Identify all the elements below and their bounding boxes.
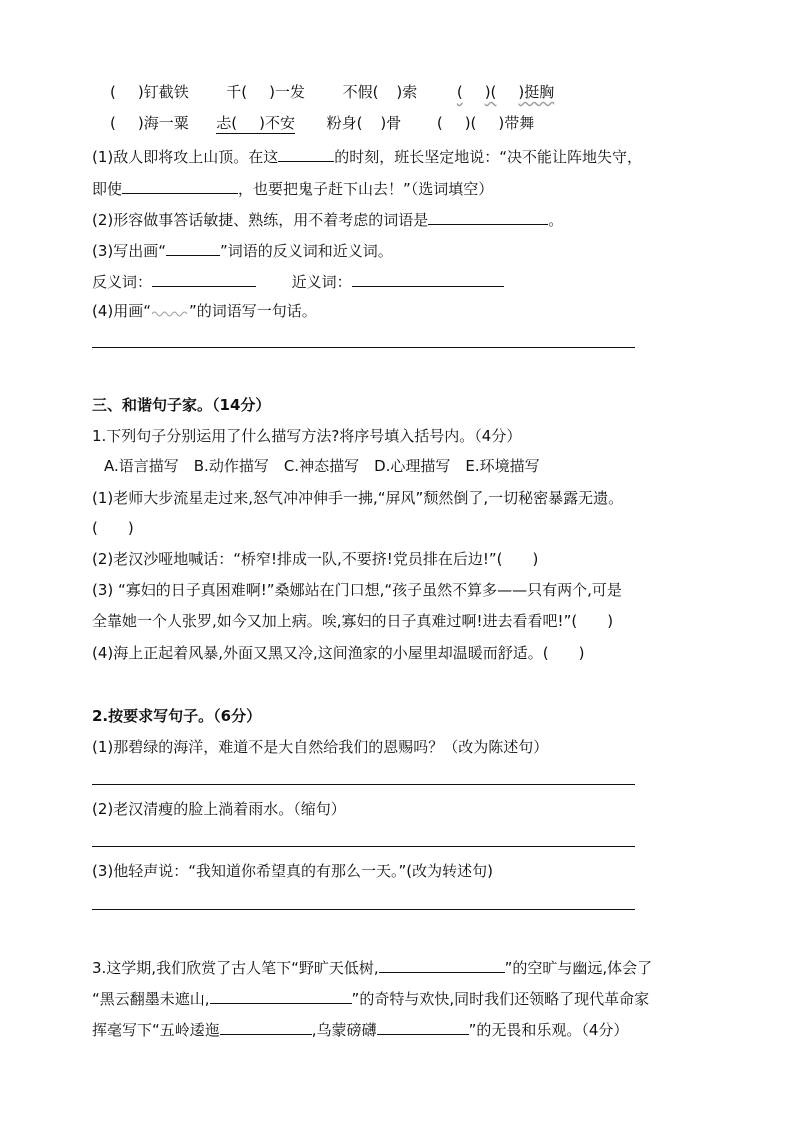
answer-blank[interactable] [278, 145, 334, 162]
answer-line[interactable] [92, 347, 635, 348]
answer-line[interactable] [92, 784, 635, 785]
poem-blank-3[interactable] [220, 1018, 312, 1035]
idiom-2-2: 忐( )不安 [216, 114, 295, 132]
idiom-row-1 [110, 82, 554, 102]
q-fill-3: (3)写出画“ ”词语的反义词和近义词。 [92, 239, 393, 261]
idiom-2-3: 粉身( )骨 [326, 114, 402, 132]
wavy-underline-mark [151, 308, 189, 318]
q1-item-1: (1)老师大步流星走过来,怒气冲冲伸手一拂,“屏风”颓然倒了,一切秘密暴露无遗。 [92, 489, 624, 507]
idiom-1-1: ( )钉截铁 [110, 83, 189, 101]
answer-line[interactable] [92, 909, 635, 910]
answer-blank[interactable] [428, 208, 548, 225]
idiom-1-4: ( )( )挺胸 [456, 83, 555, 101]
q1-item-3-cont: 全靠她一个人张罗,如今又加上病。唉,寡妇的日子真难过啊!进去看看吧!”( ) [92, 612, 614, 630]
synonym-label: 近义词： [291, 273, 352, 291]
q1-item-3: (3) “寡妇的日子真困难啊!”桑娜站在门口想,“孩子虽然不算多——只有两个,可是 [92, 581, 622, 599]
q3-line-3: 挥毫写下“五岭逶迤 ,乌蒙磅礴 ”的无畏和乐观。（4分） [92, 1018, 628, 1040]
q1-item-1-bracket[interactable]: ( ) [92, 519, 134, 537]
q-fill-1-cont: 即使 ，也要把鬼子赶下山去！”（选词填空） [92, 177, 493, 199]
antonym-label: 反义词： [92, 273, 153, 291]
q-fill-4: (4)用画“ ”的词语写一句话。 [92, 302, 317, 320]
q2-item-2: (2)老汉清瘦的脸上淌着雨水。（缩句） [92, 800, 346, 818]
idiom-1-3: 不假( )索 [342, 83, 418, 101]
solid-underline-mark [166, 239, 220, 256]
answer-blank[interactable] [122, 177, 238, 194]
idiom-2-4: ( )( )带舞 [436, 114, 535, 132]
antonym-blank[interactable] [152, 270, 256, 287]
idiom-1-2: 千( )一发 [226, 83, 305, 101]
q2-item-1: (1)那碧绿的海洋，难道不是大自然给我们的恩赐吗？（改为陈述句） [92, 738, 549, 756]
q1-item-4: (4)海上正起着风暴,外面又黑又冷,这间渔家的小屋里却温暖而舒适。( ) [92, 644, 585, 662]
section-3-heading: 三、和谐句子家。（14分） [92, 396, 271, 414]
q-fill-2: (2)形容做事答话敏捷、熟练，用不着考虑的词语是 。 [92, 208, 563, 230]
idiom-row-2 [110, 113, 534, 133]
q-fill-1: (1)敌人即将攻上山顶。在这 的时刻，班长坚定地说：“决不能让阵地失守， [92, 145, 642, 167]
synonym-blank[interactable] [352, 270, 504, 287]
answer-line[interactable] [92, 846, 635, 847]
q2-item-3: (3)他轻声说：“我知道你希望真的有那么一天。”(改为转述句) [92, 862, 493, 880]
q3-line-2: “黑云翻墨未遮山, ”的奇特与欢快,同时我们还领略了现代革命家 [92, 987, 649, 1009]
q1-title: 1.下列句子分别运用了什么描写方法?将序号填入括号内。（4分） [92, 427, 522, 445]
q1-options: A.语言描写 B.动作描写 C.神态描写 D.心理描写 E.环境描写 [104, 457, 540, 475]
poem-blank-1[interactable] [379, 956, 505, 973]
idiom-2-1: ( )海一粟 [110, 114, 189, 132]
q2-title: 2.按要求写句子。（6分） [92, 707, 262, 725]
poem-blank-2[interactable] [210, 987, 352, 1004]
antonym-synonym-row [92, 270, 504, 292]
poem-blank-4[interactable] [377, 1018, 469, 1035]
q1-item-2: (2)老汉沙哑地喊话：“桥窄!排成一队,不要挤!党员排在后边!”( ) [92, 550, 539, 568]
q3-line-1: 3.这学期,我们欣赏了古人笔下“野旷天低树, ”的空旷与幽远,体会了 [92, 956, 652, 978]
